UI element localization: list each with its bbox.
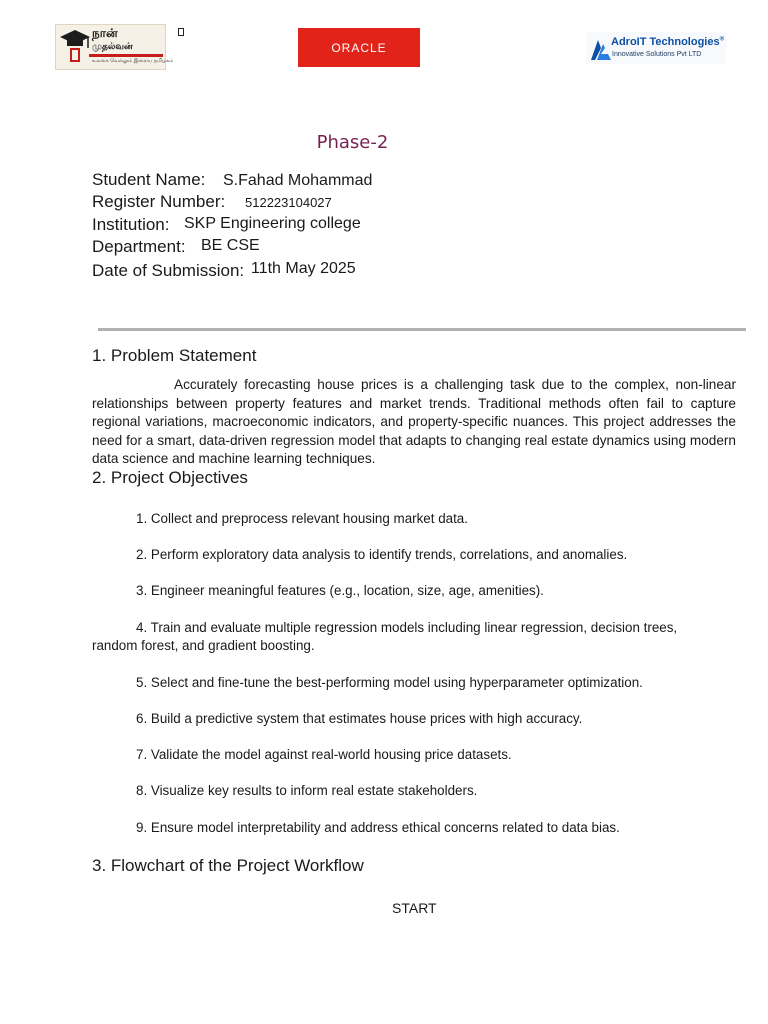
graduation-cap-icon	[59, 28, 91, 66]
flowchart-heading: 3. Flowchart of the Project Workflow	[92, 856, 364, 875]
logo-line1: நான்	[92, 26, 118, 40]
adroit-logo	[586, 32, 726, 64]
divider	[98, 328, 746, 331]
institution-label: Institution:	[92, 215, 170, 234]
objective-item: 2. Perform exploratory data analysis to identify trends, correlations, and anomalies.	[136, 547, 628, 562]
logo-tagline: உலகை வெல்லும் இளைய தமிழகம்	[92, 58, 174, 64]
objective-item: 1. Collect and preprocess relevant housing market data.	[136, 511, 468, 526]
oracle-logo-text: ORACLE	[331, 40, 387, 55]
student-name-value: S.Fahad Mohammad	[223, 172, 373, 189]
page-title: Phase-2	[316, 132, 389, 153]
objectives-heading: 2. Project Objectives	[92, 468, 248, 487]
submission-date-value: 11th May 2025	[251, 260, 356, 277]
register-number-value: 512223104027	[245, 195, 332, 210]
institution-value: SKP Engineering college	[184, 215, 361, 232]
missing-glyph-box	[178, 28, 184, 36]
objective-item: 3. Engineer meaningful features (e.g., location, size, age, amenities).	[136, 583, 544, 598]
flowchart-start: START	[392, 900, 437, 916]
oracle-logo	[298, 28, 420, 67]
logo-strip	[89, 54, 163, 57]
problem-statement-heading: 1. Problem Statement	[92, 346, 257, 365]
objective-item: 4. Train and evaluate multiple regression models including linear regression, decision trees, random forest, and gradient boosting.	[92, 620, 678, 653]
adroit-tagline: Innovative Solutions Pvt LTD	[612, 51, 702, 58]
department-value: BE CSE	[201, 237, 260, 254]
department-label: Department:	[92, 237, 186, 256]
objective-item: 9. Ensure model interpretability and address ethical concerns related to data bias.	[136, 820, 620, 835]
problem-statement-text: Accurately forecasting house prices is a challenging task due to the complex, non-linear relationships between property features and market trends. Traditional methods often fail to capture regional variations, macroeconomic indicators, and property-specific nuances. This project addresses the need for a smart, data-driven regression model that adapts to changing real estate dynamics using modern data science and machine learning techniques.	[92, 377, 736, 466]
objective-item: 5. Select and fine-tune the best-performing model using hyperparameter optimization.	[136, 675, 643, 690]
objective-item: 6. Build a predictive system that estimates house prices with high accuracy.	[136, 711, 583, 726]
adroit-name: AdroIT Technologies®	[611, 36, 724, 48]
logo-line2: முதல்வன்	[92, 42, 133, 52]
student-name-label: Student Name:	[92, 170, 206, 189]
submission-date-label: Date of Submission:	[92, 261, 245, 280]
objective-item: 8. Visualize key results to inform real estate stakeholders.	[136, 783, 478, 798]
adroit-mark-icon	[591, 38, 611, 60]
naan-mudhalvan-logo	[55, 24, 174, 70]
objective-item: 7. Validate the model against real-world housing price datasets.	[136, 747, 512, 762]
register-number-label: Register Number:	[92, 192, 226, 211]
